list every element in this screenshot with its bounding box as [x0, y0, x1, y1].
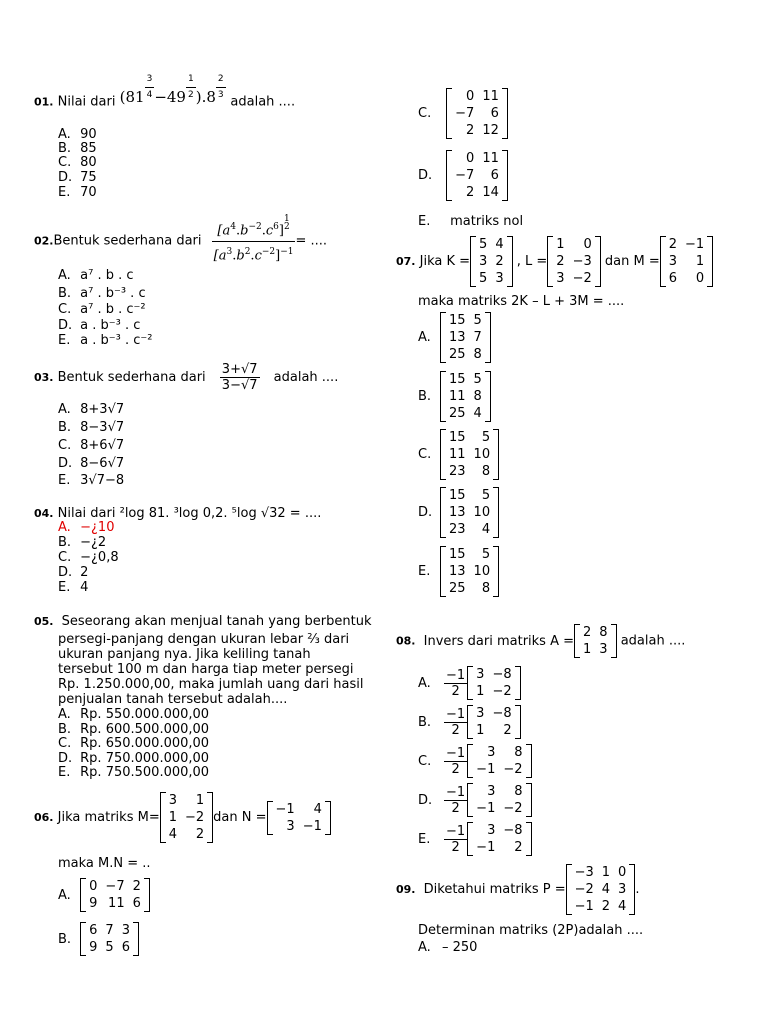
- option-a[interactable]: A. $\frac{-1}{2}$ 3 −8 1 −2: [418, 666, 521, 700]
- option-d[interactable]: D. $\frac{-1}{2}$ 3 8 −1 −2: [418, 783, 532, 817]
- question-suffix: .: [635, 882, 640, 897]
- question-text: Jika matriks M=: [57, 810, 160, 825]
- matrix-p: −3 1 0 −2 4 3 −1 2 4: [566, 864, 636, 915]
- option-a[interactable]: A. – 250: [418, 940, 478, 955]
- option-e[interactable]: E. 15 5 13 10 25 8: [418, 546, 499, 597]
- question-line: penjualan tanah tersebut adalah....: [58, 692, 288, 707]
- option-a[interactable]: A. −¿10: [58, 520, 115, 535]
- option-c[interactable]: C. Rp. 650.000.000,00: [58, 736, 210, 751]
- option-a[interactable]: A. Rp. 550.000.000,00: [58, 707, 210, 722]
- question-text: Nilai dari ²log 81. ³log 0,2. ⁵log √32 = ....: [57, 506, 322, 521]
- question-text: Nilai dari: [57, 94, 116, 110]
- option-c[interactable]: C. 15 5 11 10 23 8: [418, 429, 499, 480]
- option-c[interactable]: C. a⁷ . b . c⁻²: [58, 302, 146, 317]
- question-ask: maka M.N = ..: [58, 856, 151, 871]
- question-suffix: adalah ....: [620, 633, 686, 649]
- question-number: 02.: [34, 234, 54, 248]
- question-01: [34, 74, 296, 117]
- option-d[interactable]: D. Rp. 750.000.000,00: [58, 751, 210, 766]
- question-suffix: adalah ....: [273, 370, 339, 385]
- option-b[interactable]: B. Rp. 600.500.000,00: [58, 722, 210, 737]
- option-d[interactable]: D. 0 11 −7 6 2 14: [418, 150, 508, 201]
- matrix-m: 3 1 1 −2 4 2: [160, 792, 213, 843]
- matrix-l: 1 0 2 −3 3 −2: [547, 236, 600, 287]
- option-c[interactable]: C. 8+6√7: [58, 438, 125, 453]
- question-05: [34, 614, 372, 629]
- option-b[interactable]: B. 15 5 11 8 25 4: [418, 371, 491, 422]
- question-line: persegi-panjang dengan ukuran lebar ⅔ dari: [58, 632, 350, 647]
- question-number: 03.: [34, 371, 54, 384]
- option-d[interactable]: D. a . b⁻³ . c: [58, 318, 141, 333]
- question-number: 05.: [34, 615, 54, 628]
- matrix-m: 2 −1 3 1 6 0: [660, 236, 713, 287]
- option-e[interactable]: E. matriks nol: [418, 214, 524, 229]
- question-text: dan M =: [604, 254, 660, 269]
- question-08: [396, 624, 685, 658]
- question-suffix: = ....: [295, 233, 328, 249]
- option-e[interactable]: E. 4: [58, 580, 89, 595]
- question-number: 04.: [34, 507, 54, 520]
- question-line: tersebut 100 m dan harga tiap meter persegi: [58, 662, 354, 677]
- option-d[interactable]: D. 8−6√7: [58, 456, 125, 471]
- fraction-expression: $\frac{3+√7}{3-√7}$: [221, 362, 258, 393]
- question-06: [34, 792, 331, 843]
- question-line: ukuran panjang nya. Jika keliling tanah: [58, 647, 311, 662]
- option-a[interactable]: A. 8+3√7: [58, 402, 125, 417]
- question-text: Invers dari matriks A =: [423, 633, 574, 649]
- option-b[interactable]: B. $\frac{-1}{2}$ 3 −8 1 2: [418, 705, 521, 739]
- option-c[interactable]: C. $\frac{-1}{2}$ 3 8 −1 −2: [418, 744, 532, 778]
- question-ask: maka matriks 2K – L + 3M = ....: [418, 294, 625, 309]
- option-c[interactable]: C. −¿0,8: [58, 550, 119, 565]
- question-number: 01.: [34, 95, 54, 109]
- option-b[interactable]: B. −¿2: [58, 535, 107, 550]
- question-number: 06.: [34, 811, 54, 824]
- option-d[interactable]: D. 15 5 13 10 23 4: [418, 487, 499, 538]
- option-e[interactable]: E. a . b⁻³ . c⁻²: [58, 333, 153, 348]
- option-a[interactable]: A. 0 −7 2 9 11 6: [58, 878, 150, 912]
- option-e[interactable]: E. $\frac{-1}{2}$ 3 −8 −1 2: [418, 822, 532, 856]
- question-text: Diketahui matriks P =: [423, 882, 566, 897]
- option-b[interactable]: B. 6 7 3 9 5 6: [58, 922, 139, 956]
- option-a[interactable]: A. 15 5 13 7 25 8: [418, 312, 491, 363]
- question-ask: Determinan matriks (2P)adalah ....: [418, 923, 644, 938]
- matrix-a: 2 8 1 3: [574, 624, 617, 658]
- question-number: 09.: [396, 883, 416, 896]
- math-expression: (81 $\frac{3}{4}$ −49 $\frac{1}{2}$ ).8 $\frac{2}{3}$: [119, 74, 224, 106]
- question-line: Seseorang akan menjual tanah yang berbentuk: [61, 614, 372, 629]
- question-text: Jika K =: [419, 254, 471, 269]
- fraction-expression: $[a^4.b^{-2}.c^6]^{1 2}$ $[a^3.b^2.c^{-2}]^{-1}$: [213, 214, 294, 264]
- question-text: Bentuk sederhana dari: [53, 233, 202, 249]
- question-line: Rp. 1.250.000,00, maka jumlah uang dari hasil: [58, 677, 364, 692]
- question-04: [34, 506, 321, 521]
- option-e[interactable]: E. Rp. 750.500.000,00: [58, 765, 210, 780]
- question-text: , L =: [516, 254, 548, 269]
- option-a[interactable]: A. a⁷ . b . c: [58, 268, 134, 283]
- question-number: 08.: [396, 634, 416, 648]
- option-b[interactable]: B. a⁷ . b⁻³ . c: [58, 286, 146, 301]
- question-suffix: adalah ....: [230, 94, 296, 110]
- question-text: dan N =: [213, 810, 267, 825]
- option-e[interactable]: E. 3√7−8: [58, 473, 125, 488]
- question-09: [396, 864, 639, 915]
- option-c[interactable]: C. 0 11 −7 6 2 12: [418, 88, 508, 139]
- option-d[interactable]: D. 2: [58, 565, 89, 580]
- option-c[interactable]: C. 80: [58, 155, 97, 170]
- matrix-n: −1 4 3 −1: [267, 801, 331, 835]
- question-07: [396, 236, 713, 287]
- question-number: 07.: [396, 255, 416, 268]
- option-a[interactable]: A. 90: [58, 127, 97, 142]
- option-b[interactable]: B. 8−3√7: [58, 420, 125, 435]
- question-02: [34, 215, 327, 267]
- option-b[interactable]: B. 85: [58, 141, 97, 156]
- question-03: [34, 362, 338, 393]
- question-text: Bentuk sederhana dari: [57, 370, 206, 385]
- option-d[interactable]: D. 75: [58, 170, 97, 185]
- option-e[interactable]: E. 70: [58, 185, 97, 200]
- matrix-k: 5 4 3 2 5 3: [470, 236, 513, 287]
